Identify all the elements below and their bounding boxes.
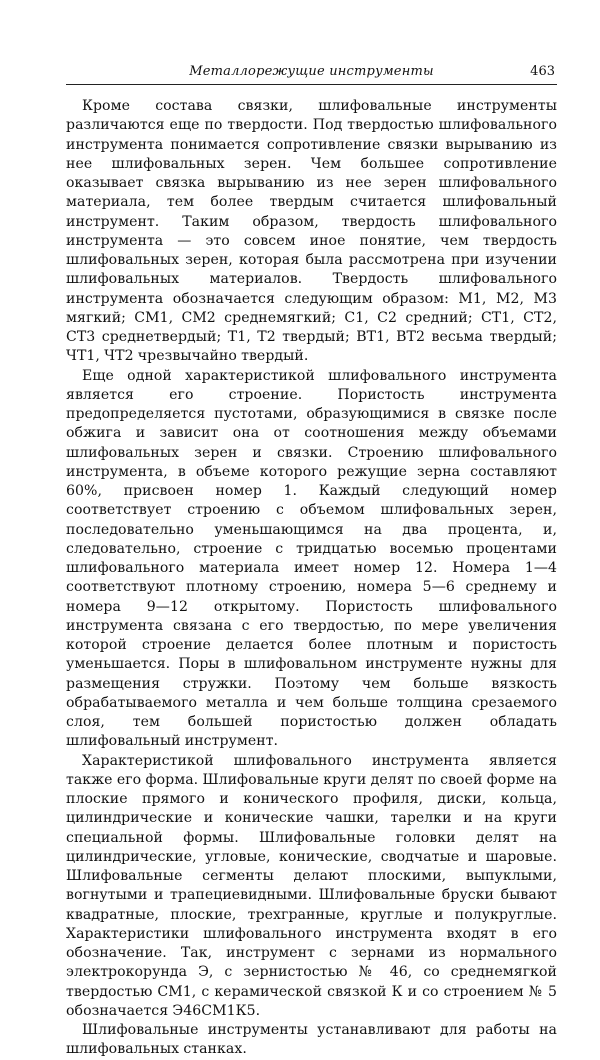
paragraph-usage: Шлифовальные инструменты устанавливают для работы на шлифовальных станках. <box>66 1022 557 1058</box>
paragraph-hardness: Кроме состава связки, шлифовальные инструменты различаются еще по твердости. Под твердостью шлифовального инструмента понимается сопротивление связки вырыванию из нее шлифовальных зерен. Чем большее сопротивление оказывает связка вырыванию из нее зерен шлифовального материала, тем более твердым считается шлифовальный инструмент. Таким образом, твердость шлифовального инструмента — это совсем иное понятие, чем твердость шлифовальных зерен, которая была рассмотрена при изучении шлифовальных материалов. Твердость шлифовального инструмента обозначается следующим образом: М1, М2, М3 мягкий; СМ1, СМ2 среднемягкий; С1, С2 средний; СТ1, СТ2, СТ3 среднетвердый; Т1, Т2 твердый; ВТ1, ВТ2 весьма твердый; ЧТ1, ЧТ2 чрезвычайно твердый. <box>66 98 557 365</box>
page-body <box>66 97 557 1060</box>
paragraph-shape: Характеристикой шлифовального инструмента является также его форма. Шлифовальные круги делят по своей форме на плоские прямого и конического профиля, диски, кольца, цилиндрические и конические чашки, тарелки и на круги специальной формы. Шлифовальные головки делят на цилиндрические, угловые, конические, сводчатые и шаровые. Шлифовальные сегменты делают плоскими, выпуклыми, вогнутыми и трапециевидными. Шлифовальные бруски бывают квадратные, плоские, трехгранные, круглые и полукруглые. Характеристики шлифовального инструмента входят в его обозначение. Так, инструмент с зернами из нормального электрокорунда Э, с зернистостью № 46, со среднемягкой твердостью СМ1, с керамической связкой К и со строением № 5 обозначается Э46СМ1К5. <box>66 752 557 1019</box>
paragraph-structure: Еще одной характеристикой шлифовального инструмента является его строение. Пористость инструмента предопределяется пустотами, образующимися в связке после обжига и зависит она от соотношения между объемами шлифовальных зерен и связки. Строению шлифовального инструмента, в объеме которого режущие зерна составляют 60%, присвоен номер 1. Каждый следующий номер соответствует строению с объемом шлифовальных зерен, последовательно уменьшающимся на два процента, и, следовательно, строение с тридцатью восемью процентами шлифовального материала имеет номер 12. Номера 1—4 соответствуют плотному строению, номера 5—6 среднему и номера 9—12 открытому. Пористость шлифовального инструмента связана с его твердостью, по мере увеличения которой строение делается более плотным и пористость уменьшается. Поры в шлифовальном инструменте нужны для размещения стружки. Поэтому чем больше вязкость обрабатываемого металла и чем больше толщина срезаемого слоя, тем большей пористостью должен обладать шлифовальный инструмент. <box>66 367 557 750</box>
page-number: 463 <box>530 64 555 79</box>
running-header <box>66 62 557 85</box>
running-title: Металлорежущие инструменты <box>189 64 434 79</box>
